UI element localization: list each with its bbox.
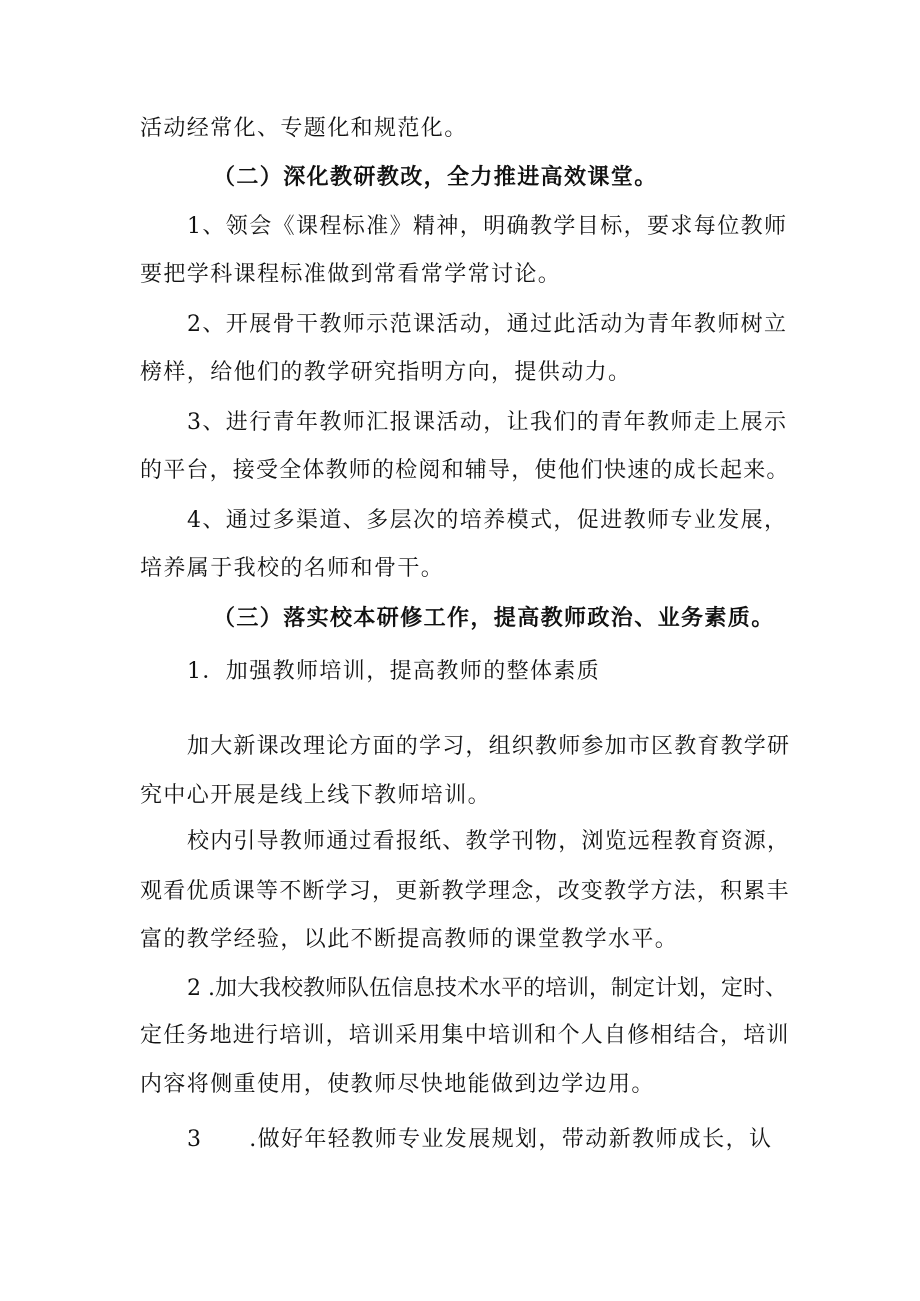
paragraph-line-19: 定任务地进行培训，培训采用集中培训和个人自修相结合，培训: [140, 1023, 790, 1048]
section-heading-3: （三）落实校本研修工作，提高教师政治、业务素质。: [213, 605, 775, 631]
paragraph-line-13: 加大新课改理论方面的学习，组织教师参加市区教育教学研: [187, 734, 791, 759]
paragraph-line-18: 2 .加大我校教师队伍信息技术水平的培训，制定计划，定时、: [187, 976, 787, 1001]
paragraph-line-1: 活动经常化、专题化和规范化。: [140, 116, 468, 141]
paragraph-line-5: 2、开展骨干教师示范课活动，通过此活动为青年教师树立: [187, 312, 788, 337]
paragraph-line-3: 1、领会《课程标准》精神，明确教学目标，要求每位教师: [187, 214, 788, 239]
paragraph-line-7: 3、进行青年教师汇报课活动，让我们的青年教师走上展示: [187, 410, 788, 435]
paragraph-line-20: 内容将侧重使用，使教师尽快地能做到边学边用。: [140, 1072, 655, 1097]
paragraph-line-12: 1．加强教师培训，提高教师的整体素质: [187, 659, 601, 684]
paragraph-line-9: 4、通过多渠道、多层次的培养模式，促进教师专业发展，: [187, 508, 788, 533]
paragraph-line-10: 培养属于我校的名师和骨干。: [140, 556, 445, 581]
paragraph-line-4: 要把学科课程标准做到常看常学常讨论。: [140, 262, 562, 287]
paragraph-line-6: 榜样，给他们的教学研究指明方向，提供动力。: [140, 360, 632, 385]
section-heading-2: （二）深化教研教改，全力推进高效课堂。: [213, 164, 658, 190]
paragraph-line-14: 究中心开展是线上线下教师培训。: [140, 783, 492, 808]
paragraph-line-8: 的平台，接受全体教师的检阅和辅导，使他们快速的成长起来。: [140, 458, 790, 483]
paragraph-line-21: 3 .做好年轻教师专业发展规划，带动新教师成长，认: [187, 1127, 773, 1152]
paragraph-line-17: 富的教学经验，以此不断提高教师的课堂教学水平。: [140, 927, 679, 952]
paragraph-line-15: 校内引导教师通过看报纸、教学刊物，浏览远程教育资源，: [187, 829, 791, 854]
paragraph-line-16: 观看优质课等不断学习，更新教学理念，改变教学方法，积累丰: [140, 879, 790, 904]
